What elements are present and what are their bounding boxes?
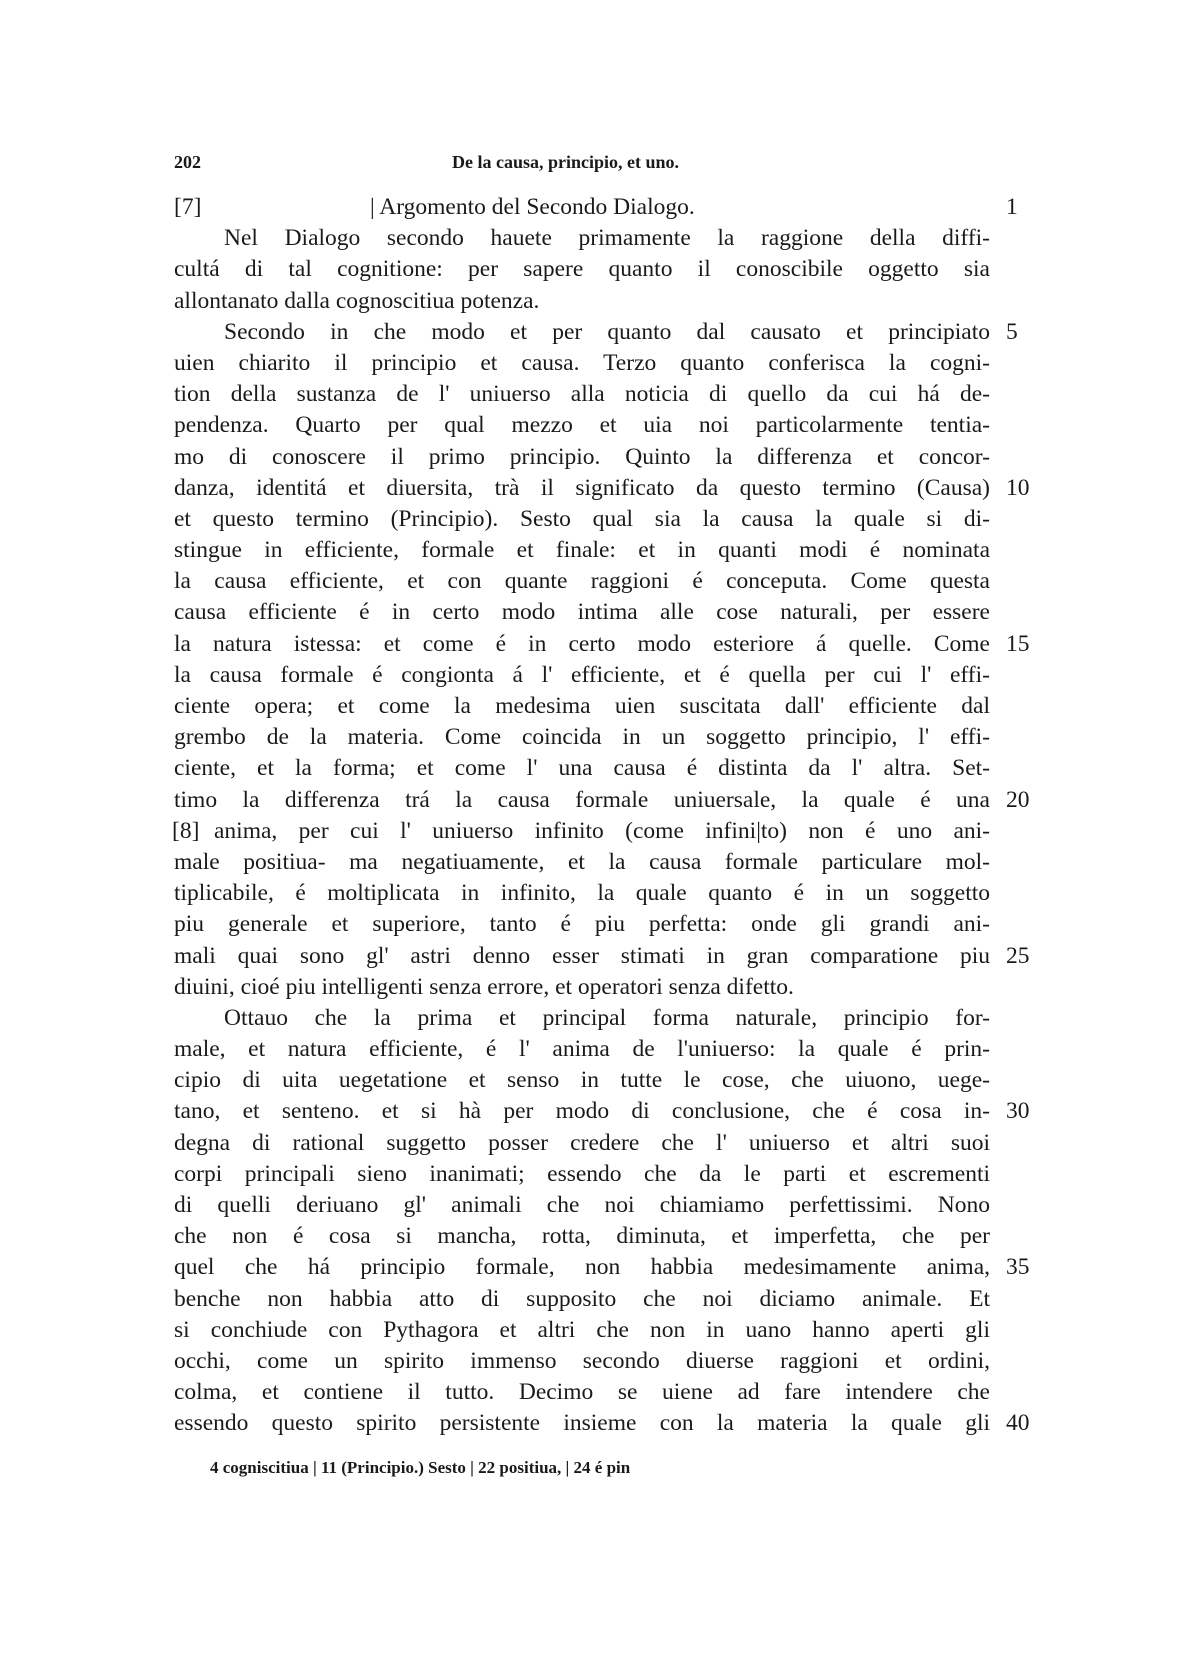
text-line — [174, 1128, 990, 1159]
line-text: allontanato dalla cognoscitiua potenza. — [174, 287, 540, 314]
line-text: degna di rational suggetto posser credere che l' uniuerso et altri suoi — [174, 1129, 990, 1156]
line-text: anima, per cui l' uniuerso infinito (come infini|to) non é uno ani- — [214, 817, 990, 844]
text-line — [174, 410, 990, 441]
text-line — [174, 504, 990, 535]
text-line — [174, 1221, 990, 1252]
text-line — [174, 566, 990, 597]
text-line — [174, 941, 1030, 972]
line-text: mali quai sono gl' astri denno esser stimati in gran comparatione piu — [174, 942, 990, 969]
text-line — [174, 691, 990, 722]
line-number: 40 — [1006, 1410, 1030, 1437]
line-text: et questo termino (Principio). Sesto qual sia la causa la quale si di- — [174, 505, 990, 532]
line-number: 25 — [1006, 942, 1030, 969]
line-text: mo di conoscere il primo principio. Quinto la differenza et concor- — [174, 443, 990, 470]
line-text: uien chiarito il principio et causa. Terzo quanto conferisca la cogni- — [174, 349, 990, 376]
text-line — [174, 785, 1030, 816]
line-text: corpi principali sieno inanimati; essendo che da le parti et escrementi — [174, 1160, 990, 1187]
line-text: si conchiude con Pythagora et altri che non in uano hanno aperti gli — [174, 1316, 990, 1343]
text-line — [174, 1096, 1030, 1127]
text-line — [174, 1408, 1030, 1439]
line-text: occhi, come un spirito immenso secondo diuerse raggioni et ordini, — [174, 1347, 990, 1374]
text-line — [174, 473, 1030, 504]
page-marker: [7] — [174, 194, 202, 220]
line-number: 20 — [1006, 786, 1030, 813]
text-line — [174, 629, 1030, 660]
body-text — [172, 192, 1030, 1440]
line-text: danza, identitá et diuersita, trà il significato da questo termino (Causa) — [174, 474, 990, 501]
text-line — [174, 1034, 990, 1065]
line-text: colma, et contiene il tutto. Decimo se uiene ad fare intendere che — [174, 1379, 990, 1406]
text-line — [174, 878, 990, 909]
text-line — [174, 223, 990, 254]
line-number: 15 — [1006, 630, 1030, 657]
line-text: cipio di uita uegetatione et senso in tutte le cose, che uiuono, uege- — [174, 1067, 990, 1094]
line-text: quel che há principio formale, non habbia medesimamente anima, — [174, 1254, 990, 1281]
text-line — [174, 816, 990, 847]
text-line — [174, 442, 990, 473]
line-text: Ottauo che la prima et principal forma naturale, principio for- — [224, 1004, 990, 1031]
line-text: cultá di tal cognitione: per sapere quanto il conoscibile oggetto sia — [174, 256, 990, 283]
section-heading — [174, 192, 1018, 223]
text-line — [174, 1252, 1030, 1283]
text-line — [174, 1003, 990, 1034]
text-line — [174, 379, 990, 410]
running-title: De la causa, principio, et uno. — [452, 152, 680, 172]
line-text: la causa formale é congionta á l' efficiente, et é quella per cui l' effi- — [174, 661, 990, 688]
line-text: tano, et senteno. et si hà per modo di conclusione, che é cosa in- — [174, 1098, 990, 1125]
line-text: tiplicabile, é moltiplicata in infinito, la quale quanto é in un soggetto — [174, 880, 990, 907]
text-line — [174, 1159, 990, 1190]
page-marker: [8] — [172, 817, 200, 844]
line-text: benche non habbia atto di supposito che noi diciamo animale. Et — [174, 1285, 990, 1312]
text-line — [174, 348, 990, 379]
line-text: che non é cosa si mancha, rotta, diminuta, et imperfetta, che per — [174, 1223, 990, 1250]
text-line — [174, 254, 990, 285]
line-number: 1 — [1006, 194, 1018, 220]
text-line — [174, 1190, 990, 1221]
text-line — [174, 847, 990, 878]
heading-text: | Argomento del Secondo Dialogo. — [370, 194, 695, 220]
running-head — [174, 152, 990, 182]
line-text: essendo questo spirito persistente insieme con la materia la quale gli — [174, 1410, 990, 1437]
text-line — [174, 1346, 990, 1377]
page-number: 202 — [174, 152, 201, 172]
text-line — [174, 1284, 990, 1315]
text-line — [174, 1377, 990, 1408]
footnote: 4 cogniscitiua | 11 (Principio.) Sesto | 22 positiua, | 24 é pin — [210, 1458, 631, 1477]
line-text: la natura istessa: et come é in certo modo esteriore á quelle. Come — [174, 630, 990, 657]
line-text: la causa efficiente, et con quante raggioni é conceputa. Come questa — [174, 568, 990, 595]
line-text: male positiua- ma negatiuamente, et la causa formale particulare mol- — [174, 848, 990, 875]
text-line — [174, 1315, 990, 1346]
text-line — [174, 317, 1018, 348]
line-text: piu generale et superiore, tanto é piu perfetta: onde gli grandi ani- — [174, 911, 990, 938]
line-text: ciente opera; et come la medesima uien suscitata dall' efficiente dal — [174, 693, 990, 719]
text-line — [174, 286, 990, 317]
line-number: 30 — [1006, 1098, 1030, 1125]
line-text: male, et natura efficiente, é l' anima de l'uniuerso: la quale é prin- — [174, 1036, 990, 1063]
line-text: grembo de la materia. Come coincida in un soggetto principio, l' effi- — [174, 724, 990, 751]
text-line — [174, 972, 990, 1003]
text-line — [174, 722, 990, 753]
line-number: 10 — [1006, 474, 1030, 501]
text-line — [174, 597, 990, 628]
line-text: di quelli deriuano gl' animali che noi chiamiamo perfettissimi. Nono — [174, 1192, 990, 1218]
text-line — [174, 1065, 990, 1096]
line-text: stingue in efficiente, formale et finale: et in quanti modi é nominata — [174, 537, 990, 564]
text-line — [174, 660, 990, 691]
line-text: Secondo in che modo et per quanto dal causato et principiato — [224, 318, 990, 345]
text-line — [174, 909, 990, 940]
line-text: tion della sustanza de l' uniuerso alla noticia di quello da cui há de- — [174, 381, 990, 408]
line-text: Nel Dialogo secondo hauete primamente la raggione della diffi- — [224, 225, 990, 252]
line-text: causa efficiente é in certo modo intima alle cose naturali, per essere — [174, 599, 990, 626]
line-number: 5 — [1006, 318, 1018, 345]
line-text: diuini, cioé piu intelligenti senza errore, et operatori senza difetto. — [174, 973, 794, 1000]
line-number: 35 — [1006, 1254, 1030, 1281]
line-text: timo la differenza trá la causa formale uniuersale, la quale é una — [174, 786, 990, 813]
line-text: pendenza. Quarto per qual mezzo et uia noi particolarmente tentia- — [174, 412, 990, 439]
line-text: ciente, et la forma; et come l' una causa é distinta da l' altra. Set- — [174, 755, 990, 782]
text-line — [174, 535, 990, 566]
text-line — [174, 753, 990, 784]
